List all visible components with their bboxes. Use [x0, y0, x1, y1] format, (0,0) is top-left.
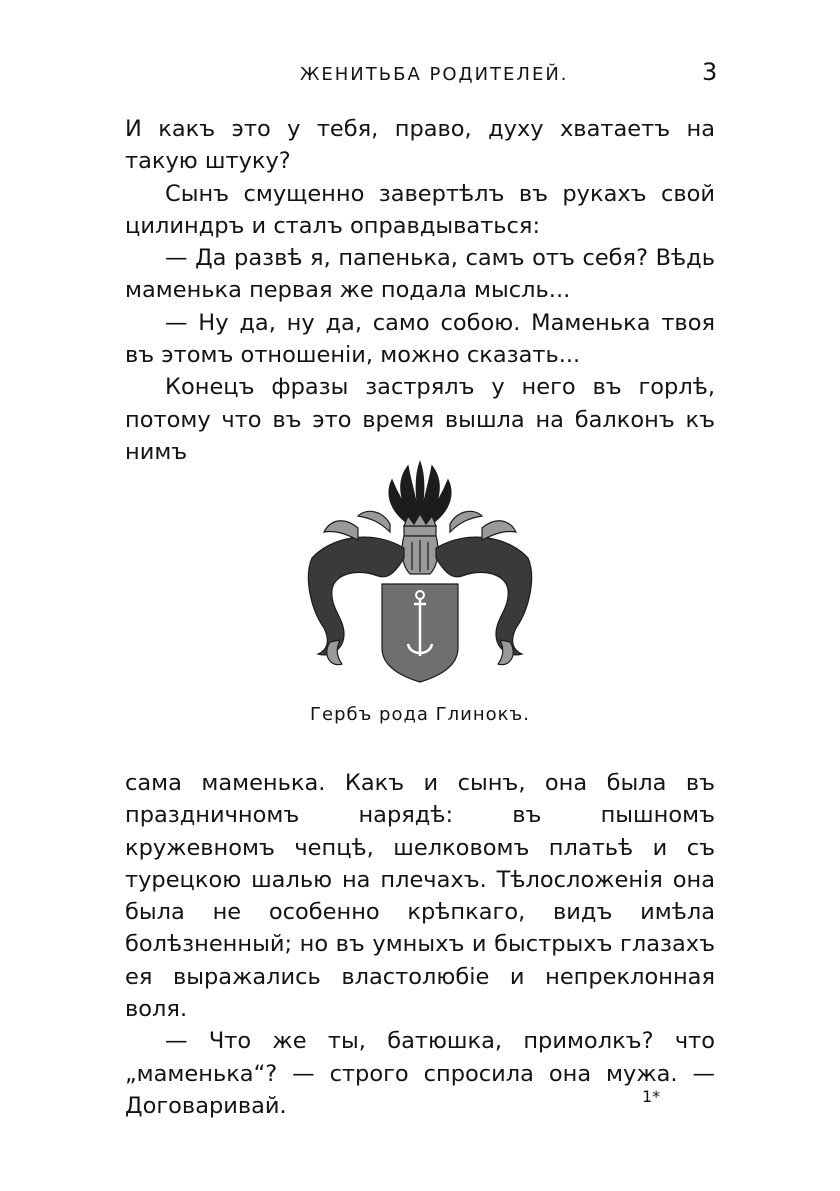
paragraph: И какъ это у тебя, право, духу хватаетъ на такую штуку? — [125, 116, 715, 175]
paragraph: — Да развѣ я, папенька, самъ отъ себя? Вѣдь маменька первая же подала мысль... — [125, 245, 715, 304]
paragraph: Сынъ смущенно завертѣлъ въ рукахъ свой цилиндръ и сталъ оправдываться: — [125, 180, 715, 239]
paragraph: — Ну да, ну да, само собою. Маменька твоя въ этомъ отношенiи, можно сказать... — [125, 309, 715, 369]
paragraph: сама маменька. Какъ и сынъ, она была въ праздничномъ нарядѣ: въ пышномъ кружевномъ чепцѣ, шелковомъ платьѣ и съ турецкою шалью на плечахъ. Тѣлосложенiя она была не особенно крѣпкаго, видъ имѣла болѣзненный; но въ умныхъ и быстрыхъ глазахъ ея выражались властолюбiе и непреклонная воля. — [125, 770, 715, 1023]
figure-caption: Гербъ рода Глинокъ. — [310, 704, 530, 725]
coat-of-arms-figure — [300, 458, 540, 688]
coat-of-arms-image — [300, 458, 540, 688]
helmet — [402, 536, 438, 574]
shield — [382, 584, 458, 682]
text-block-bottom — [125, 767, 715, 1122]
crown — [404, 514, 436, 536]
page-number: 3 — [702, 58, 718, 86]
paragraph: — Что же ты, батюшка, примолкъ? что „маменька“? — строго спросила она мужа. — Договаривай. — [125, 1028, 715, 1119]
running-head: ЖЕНИТЬБА РОДИТЕЛЕЙ. — [300, 64, 569, 85]
text-block-top — [125, 113, 715, 468]
paragraph: Конецъ фразы застрялъ у него въ горлѣ, потому что въ это время вышла на балконъ къ нимъ — [125, 374, 715, 465]
signature-mark: 1* — [642, 1087, 661, 1106]
